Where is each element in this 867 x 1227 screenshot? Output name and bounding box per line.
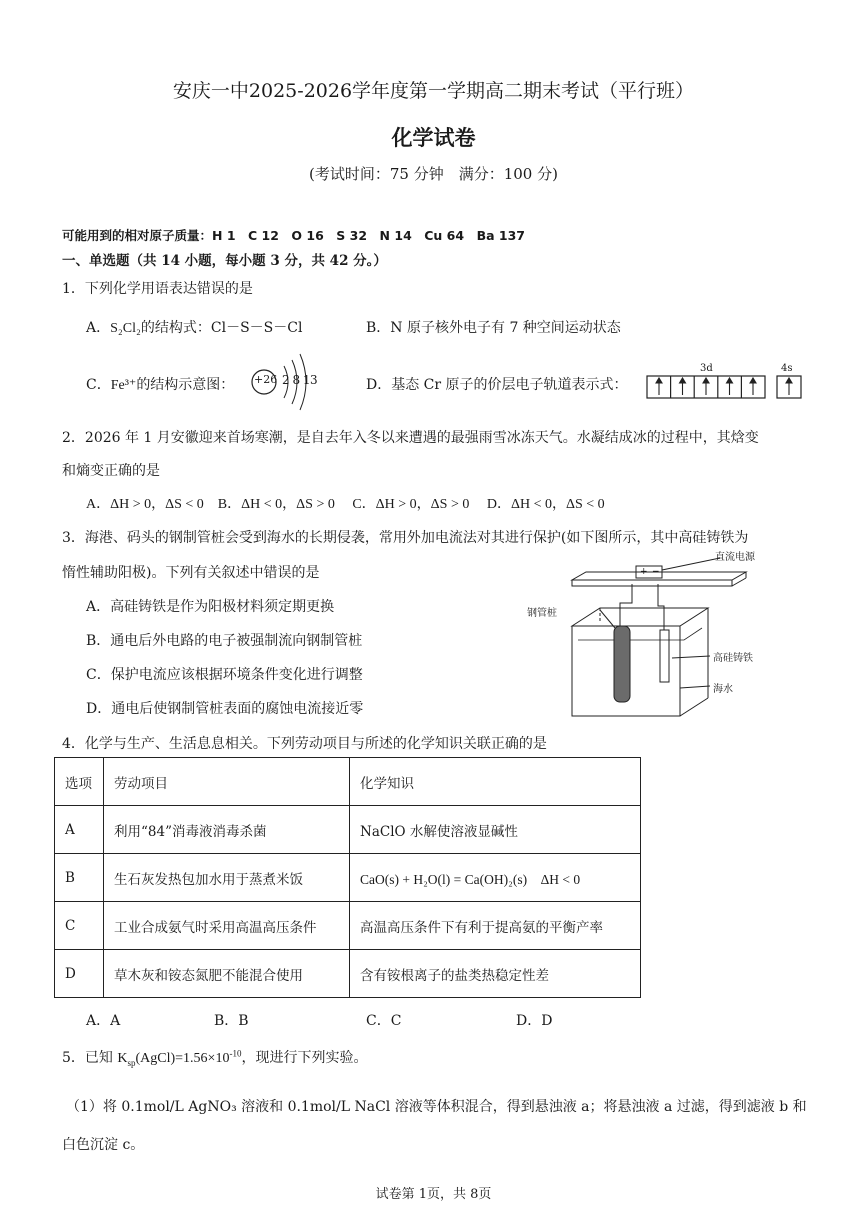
q5-ksp-value: (AgCl)=1.56×10 xyxy=(135,1051,230,1066)
fig-steel-pile-label: 钢管桩 xyxy=(527,608,557,619)
fig-plus-sign: + xyxy=(640,567,648,577)
table-row xyxy=(55,854,641,902)
table-cell: 含有铵根离子的盐类热稳定性差 xyxy=(350,950,641,998)
fe3-shell-electrons: 2 8 13 xyxy=(282,373,318,387)
table-cell: NaClO 水解使溶液显碱性 xyxy=(350,806,641,854)
q4-stem: 4．化学与生产、生活息息相关。下列劳动项目与所述的化学知识关联正确的是 xyxy=(62,736,547,752)
table-row xyxy=(55,902,641,950)
exam-title: 安庆一中2025-2026学年度第一学期高二期末考试（平行班） xyxy=(172,80,695,102)
q3-option-b: B．通电后外电路的电子被强制流向钢制管桩 xyxy=(86,633,363,649)
q5-stem-pre: 5．已知 xyxy=(62,1050,118,1066)
table-cell: CaO(s) + H₂O(l) = Ca(OH)₂(s) ΔH < 0 xyxy=(350,854,641,902)
fig-seawater-label: 海水 xyxy=(713,684,733,695)
q3-stem-line2: 惰性辅助阳极)。下列有关叙述中错误的是 xyxy=(62,565,320,581)
q3-option-a: A．高硅铸铁是作为阳极材料须定期更换 xyxy=(86,599,335,615)
table-cell: 草木灰和铵态氮肥不能混合使用 xyxy=(104,950,350,998)
table-header-cell: 选项 xyxy=(55,758,104,806)
fig-power-label: 直流电源 xyxy=(715,552,755,563)
q1-c-text: 的结构示意图： xyxy=(136,377,235,393)
q1-c-label: C． xyxy=(86,377,111,393)
q1-c-ion: Fe³⁺ xyxy=(110,378,137,393)
q1-a-formula: S₂Cl₂ xyxy=(110,321,141,336)
table-header-cell: 劳动项目 xyxy=(104,758,350,806)
q4-answer-c: C．C xyxy=(366,1013,402,1029)
fe3-nucleus-charge: +26 xyxy=(254,373,278,386)
table-cell: 工业合成氨气时采用高温高压条件 xyxy=(104,902,350,950)
q1-option-d: D．基态 Cr 原子的价层电子轨道表示式： xyxy=(366,377,628,393)
q5-stem xyxy=(62,1047,367,1067)
q5-part1-line2: 白色沉淀 c。 xyxy=(62,1137,145,1153)
q5-ksp-sub: sp xyxy=(127,1057,136,1068)
q1-option-a xyxy=(86,317,302,337)
table-header-cell: 化学知识 xyxy=(350,758,641,806)
table-cell: 利用“84”消毒液消毒杀菌 xyxy=(104,806,350,854)
q4-answer-d: D．D xyxy=(516,1013,553,1029)
table-cell: C xyxy=(55,902,104,950)
q1-option-b: B．N 原子核外电子有 7 种空间运动状态 xyxy=(366,320,621,336)
q5-ksp-exponent: -10 xyxy=(229,1048,242,1059)
orbital-3d-label: 3d xyxy=(700,363,713,374)
q3-stem-line1: 3．海港、码头的钢制管桩会受到海水的长期侵袭，常用外加电流法对其进行保护(如下图所示，其中高硅铸铁为 xyxy=(62,530,749,546)
table-row xyxy=(55,950,641,998)
q1-a-label: A． xyxy=(86,320,111,336)
table-cell: 生石灰发热包加水用于蒸煮米饭 xyxy=(104,854,350,902)
page-footer: 试卷第 1页，共 8页 xyxy=(375,1187,492,1202)
cr-orbital-diagram xyxy=(645,373,805,401)
q5-part1-line1: （1）将 0.1mol/L AgNO₃ 溶液和 0.1mol/L NaCl 溶液等体积混合，得到悬浊液 a；将悬浊液 a 过滤，得到滤液 b 和 xyxy=(66,1099,807,1115)
atomic-masses: 可能用到的相对原子质量：H 1 C 12 O 16 S 32 N 14 Cu 64 Ba 137 xyxy=(62,228,525,243)
table-cell: 高温高压条件下有利于提高氨的平衡产率 xyxy=(350,902,641,950)
table-cell: D xyxy=(55,950,104,998)
q1-option-c xyxy=(86,374,234,394)
q4-answer-a: A．A xyxy=(86,1013,121,1029)
q2-stem-line1: 2．2026 年 1 月安徽迎来首场寒潮，是自去年入冬以来遭遇的最强雨雪冰冻天气。水凝结成冰的过程中，其焓变 xyxy=(62,430,759,446)
table-cell: A xyxy=(55,806,104,854)
fig-minus-sign: − xyxy=(652,567,660,577)
q1-stem: 1．下列化学用语表达错误的是 xyxy=(62,281,253,297)
q4-answer-b: B．B xyxy=(214,1013,249,1029)
orbital-4s-label: 4s xyxy=(781,363,793,374)
q2-stem-line2: 和熵变正确的是 xyxy=(62,463,160,479)
q3-option-c: C．保护电流应该根据环境条件变化进行调整 xyxy=(86,667,363,683)
table-cell: B xyxy=(55,854,104,902)
subject-title: 化学试卷 xyxy=(391,125,476,150)
q5-ksp: K xyxy=(117,1051,128,1066)
section-heading: 一、单选题（共 14 小题，每小题 3 分，共 42 分。） xyxy=(62,253,387,269)
q1-a-text: 的结构式：Cl－S－S－Cl xyxy=(140,320,303,336)
fig-anode-label: 高硅铸铁 xyxy=(713,653,753,664)
q4-table xyxy=(54,757,641,998)
table-row xyxy=(55,806,641,854)
q3-option-d: D．通电后使钢制管桩表面的腐蚀电流接近零 xyxy=(86,701,364,717)
exam-time-info: (考试时间：75 分钟 满分：100 分) xyxy=(309,165,558,183)
table-header-row xyxy=(55,758,641,806)
q5-stem-post: ，现进行下列实验。 xyxy=(241,1050,368,1066)
q2-options: A．ΔH > 0，ΔS < 0 B．ΔH < 0，ΔS > 0 C．ΔH > 0，ΔS > 0 D．ΔH < 0，ΔS < 0 xyxy=(86,497,605,512)
